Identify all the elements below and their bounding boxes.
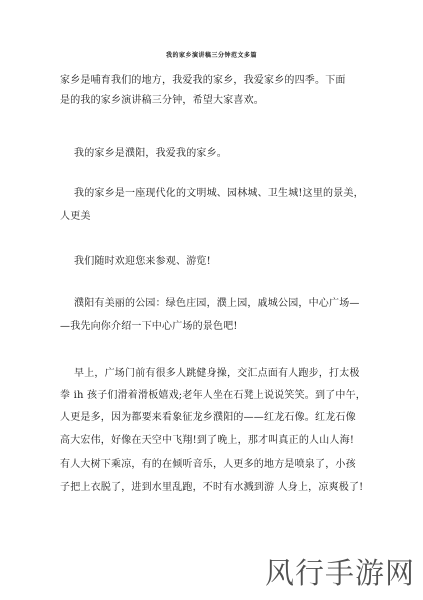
paragraph-1-line-2: 是的我的家乡演讲稿三分钟，希望大家喜欢。 bbox=[60, 95, 264, 106]
paragraph-3-line-2: 人更美 bbox=[60, 211, 91, 222]
site-watermark: 风行手游网 bbox=[264, 556, 415, 590]
paragraph-1-line-1: 家乡是哺育我们的地方，我爱我的家乡，我爱家乡的四季。下面 bbox=[60, 75, 346, 86]
paragraph-5-line-2: —我先向你介绍一下中心广场的景色吧! bbox=[60, 321, 238, 332]
paragraph-3-line-1: 我的家乡是一座现代化的文明城、园林城、卫生城!这里的景美， bbox=[74, 188, 364, 199]
document-title: 我的家乡演讲稿三分钟范文多篇 bbox=[165, 52, 257, 59]
paragraph-6-line-4: 高大宏伟，好像在天空中飞翔!到了晚上，那才叫真正的人山人海! bbox=[60, 435, 355, 446]
paragraph-6-line-5: 有人大树下乘凉，有的在倾听音乐，人更多的地方是喷泉了，小孩 bbox=[60, 459, 356, 470]
paragraph-6-line-1: 早上，广场门前有很多人跳健身操，交汇点面有人跑步，打太极 bbox=[74, 368, 360, 379]
paragraph-2-line-1: 我的家乡是濮阳，我爱我的家乡。 bbox=[74, 148, 227, 159]
paragraph-6-line-6: 子把上衣脱了，进到水里乱跑，不时有水溅到游 人身上，凉爽极了! bbox=[60, 482, 364, 493]
paragraph-6-line-2: 拳 ih 孩子们滑着滑板嬉戏;老年人坐在石凳上说说笑笑。到了中午， bbox=[60, 390, 366, 401]
paragraph-4-line-1: 我们随时欢迎您来参观、游览! bbox=[74, 256, 211, 267]
paragraph-5-line-1: 濮阳有美丽的公园：绿色庄园，濮上园，戚城公园，中心广场— bbox=[74, 298, 360, 309]
paragraph-6-line-3: 人更是多，因为都要来看象征龙乡濮阳的——红龙石像。红龙石像 bbox=[60, 412, 356, 423]
